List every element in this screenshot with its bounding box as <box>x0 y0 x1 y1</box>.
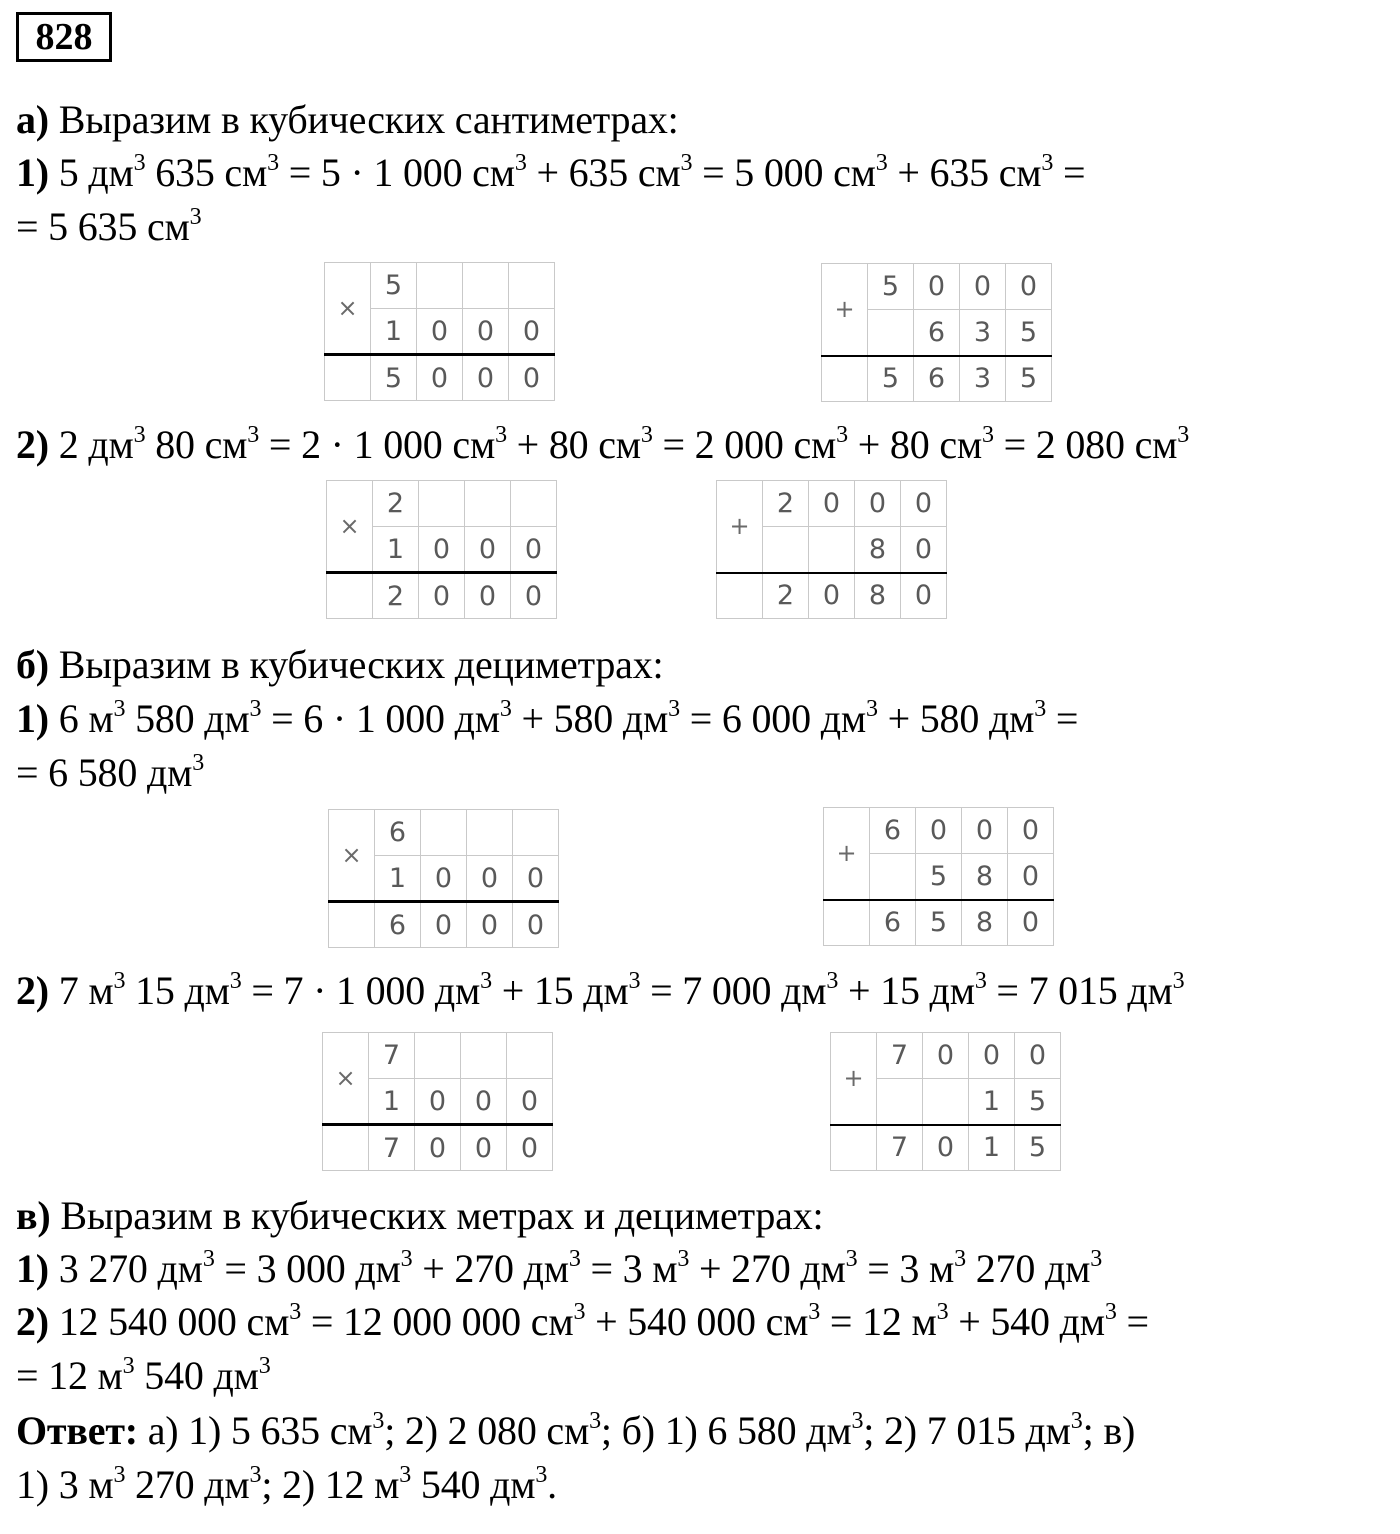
digit-cell <box>465 481 511 527</box>
calc-row <box>717 573 947 619</box>
section-b-text: Выразим в кубических дециметрах: <box>58 642 664 687</box>
digit-cell: 0 <box>467 902 513 948</box>
digit-cell: 5 <box>1006 310 1052 356</box>
b1-label: 1) <box>16 696 49 741</box>
a1-equation-line1 <box>16 150 1085 196</box>
digit-cell: 3 <box>960 356 1006 402</box>
digit-cell: 0 <box>511 527 557 573</box>
digit-cell: 0 <box>1015 1033 1061 1079</box>
calc-empty-cell <box>717 573 763 619</box>
digit-cell: 0 <box>461 1125 507 1171</box>
section-b-header <box>16 642 663 688</box>
digit-cell: 0 <box>901 573 947 619</box>
calc-row <box>831 1125 1061 1171</box>
operator-sign: × <box>323 1033 369 1125</box>
digit-cell: 1 <box>373 527 419 573</box>
digit-cell <box>513 810 559 856</box>
calc-empty-cell <box>327 573 373 619</box>
digit-cell <box>809 527 855 573</box>
digit-cell: 2 <box>763 573 809 619</box>
operator-sign: + <box>822 264 868 356</box>
digit-cell: 0 <box>463 309 509 355</box>
digit-cell: 7 <box>877 1033 923 1079</box>
digit-cell: 1 <box>969 1079 1015 1125</box>
operator-sign: + <box>831 1033 877 1125</box>
digit-cell: 5 <box>868 356 914 402</box>
digit-cell: 0 <box>855 481 901 527</box>
digit-cell: 1 <box>375 856 421 902</box>
calc-row <box>824 900 1054 946</box>
a2-equation-line <box>16 422 1189 468</box>
digit-cell: 0 <box>421 856 467 902</box>
a1-label: 1) <box>16 150 49 195</box>
digit-cell: 8 <box>962 900 1008 946</box>
digit-cell: 0 <box>513 856 559 902</box>
operator-sign: × <box>327 481 373 573</box>
digit-cell: 0 <box>415 1125 461 1171</box>
digit-cell: 0 <box>509 355 555 401</box>
answer-text-part1: а) 1) 5 635 $см^3$; 2) 2 080 $см^3$; б) 1) 6 580 $дм^3$; 2) 7 015 $дм^3$; в) <box>147 1408 1136 1453</box>
digit-cell: 0 <box>415 1079 461 1125</box>
calc-empty-cell <box>329 902 375 948</box>
digit-cell: 1 <box>969 1125 1015 1171</box>
digit-cell: 5 <box>916 900 962 946</box>
calc-row <box>329 810 559 856</box>
section-a-label: а) <box>16 97 49 142</box>
b2-addition-table <box>830 1032 1061 1171</box>
digit-cell <box>507 1033 553 1079</box>
section-c-label: в) <box>16 1193 51 1238</box>
section-a-header <box>16 97 679 143</box>
a2-multiplication-table <box>326 480 557 619</box>
a1-addition-table <box>821 263 1052 402</box>
c1-expression: 3 270 $дм^3 = 3$ 000 $дм^3 + 270$ $дм^3 = 3$ $м^3 + 270$ $дм^3 = 3$ $м^3$ 270 $дм^3$ <box>58 1246 1103 1291</box>
digit-cell: 0 <box>969 1033 1015 1079</box>
a1-result: = 5 635 $см^3$ <box>16 204 202 249</box>
a2-label: 2) <box>16 422 49 467</box>
digit-cell: 0 <box>809 573 855 619</box>
digit-cell: 5 <box>1015 1125 1061 1171</box>
answer-line2 <box>16 1462 557 1508</box>
digit-cell: 6 <box>375 810 421 856</box>
digit-cell: 0 <box>960 264 1006 310</box>
calc-row <box>717 481 947 527</box>
digit-cell <box>511 481 557 527</box>
calc-row <box>822 356 1052 402</box>
b1-result: = 6 580 $дм^3$ <box>16 750 205 795</box>
calc-empty-cell <box>325 355 371 401</box>
digit-cell <box>868 310 914 356</box>
a2-addition-table <box>716 480 947 619</box>
digit-cell: 2 <box>373 481 419 527</box>
section-b-label: б) <box>16 642 49 687</box>
operator-sign: + <box>717 481 763 573</box>
digit-cell: 0 <box>1008 900 1054 946</box>
digit-cell: 0 <box>465 527 511 573</box>
digit-cell: 5 <box>868 264 914 310</box>
b2-expression: 7 $м^3$ 15 $дм^3 = 7 \cdot 1$ 000 $дм^3 + 15$ $дм^3 = 7$ 000 $дм^3 + 15$ $дм^3 = 7$ 015 $дм^3$ <box>58 968 1185 1013</box>
calc-row <box>831 1033 1061 1079</box>
digit-cell: 6 <box>870 900 916 946</box>
digit-cell: 0 <box>507 1125 553 1171</box>
digit-cell: 0 <box>509 309 555 355</box>
digit-cell: 0 <box>1008 854 1054 900</box>
digit-cell: 0 <box>419 527 465 573</box>
operator-sign: + <box>824 808 870 900</box>
digit-cell <box>421 810 467 856</box>
digit-cell <box>463 263 509 309</box>
problem-number: 828 <box>16 12 112 62</box>
digit-cell: 0 <box>916 808 962 854</box>
digit-cell: 0 <box>417 355 463 401</box>
digit-cell: 8 <box>855 527 901 573</box>
b1-addition-table <box>823 807 1054 946</box>
digit-cell: 6 <box>914 310 960 356</box>
digit-cell: 0 <box>419 573 465 619</box>
digit-cell: 6 <box>914 356 960 402</box>
c1-equation-line <box>16 1246 1102 1292</box>
digit-cell: 0 <box>461 1079 507 1125</box>
c2-label: 2) <box>16 1299 49 1344</box>
digit-cell: 2 <box>373 573 419 619</box>
calc-row <box>327 573 557 619</box>
calc-row <box>325 263 555 309</box>
calc-empty-cell <box>831 1125 877 1171</box>
digit-cell: 0 <box>901 481 947 527</box>
digit-cell <box>415 1033 461 1079</box>
digit-cell: 5 <box>1015 1079 1061 1125</box>
digit-cell: 0 <box>467 856 513 902</box>
calc-empty-cell <box>323 1125 369 1171</box>
digit-cell <box>461 1033 507 1079</box>
digit-cell <box>467 810 513 856</box>
digit-cell <box>419 481 465 527</box>
digit-cell: 0 <box>465 573 511 619</box>
calc-row <box>323 1125 553 1171</box>
operator-sign: × <box>329 810 375 902</box>
calc-row <box>329 902 559 948</box>
operator-sign: × <box>325 263 371 355</box>
digit-cell: 6 <box>375 902 421 948</box>
digit-cell: 1 <box>371 309 417 355</box>
digit-cell: 0 <box>923 1033 969 1079</box>
answer-text-part2: 1) 3 $м^3$ 270 $дм^3$; 2) 12 $м^3$ 540 $дм^3$. <box>16 1462 557 1507</box>
digit-cell: 5 <box>371 355 417 401</box>
digit-cell: 0 <box>417 309 463 355</box>
a1-expression: 5 $дм^3$ 635 $см^3 = 5 \cdot 1$ 000 $см^3 + 635$ $см^3 = 5$ 000 $см^3 + 635$ $см^3$ = <box>58 150 1086 195</box>
digit-cell <box>509 263 555 309</box>
digit-cell: 8 <box>855 573 901 619</box>
digit-cell: 0 <box>1006 264 1052 310</box>
c1-label: 1) <box>16 1246 49 1291</box>
digit-cell: 0 <box>421 902 467 948</box>
digit-cell: 7 <box>877 1125 923 1171</box>
digit-cell: 0 <box>914 264 960 310</box>
c2-equation-line1 <box>16 1299 1149 1345</box>
digit-cell: 0 <box>507 1079 553 1125</box>
calc-row <box>325 355 555 401</box>
b1-multiplication-table <box>328 809 559 948</box>
section-c-header <box>16 1193 823 1239</box>
digit-cell: 5 <box>916 854 962 900</box>
digit-cell: 5 <box>1006 356 1052 402</box>
digit-cell: 3 <box>960 310 1006 356</box>
digit-cell: 5 <box>371 263 417 309</box>
digit-cell <box>877 1079 923 1125</box>
answer-line1 <box>16 1408 1135 1454</box>
digit-cell: 6 <box>870 808 916 854</box>
b2-label: 2) <box>16 968 49 1013</box>
digit-cell: 1 <box>369 1079 415 1125</box>
c2-equation-line2 <box>16 1353 271 1399</box>
c2-result: = 12 $м^3$ 540 $дм^3$ <box>16 1353 271 1398</box>
calc-row <box>822 264 1052 310</box>
calc-row <box>323 1033 553 1079</box>
section-c-text: Выразим в кубических метрах и дециметрах: <box>60 1193 824 1238</box>
digit-cell: 0 <box>513 902 559 948</box>
a1-multiplication-table <box>324 262 555 401</box>
calc-empty-cell <box>824 900 870 946</box>
digit-cell: 0 <box>901 527 947 573</box>
section-a-text: Выразим в кубических сантиметрах: <box>58 97 679 142</box>
b2-equation-line <box>16 968 1184 1014</box>
b1-expression: 6 $м^3$ 580 $дм^3 = 6 \cdot 1$ 000 $дм^3 + 580$ $дм^3 = 6$ 000 $дм^3 + 580$ $дм^3$ = <box>58 696 1079 741</box>
digit-cell: 0 <box>1008 808 1054 854</box>
digit-cell <box>763 527 809 573</box>
calc-row <box>824 808 1054 854</box>
calc-row <box>327 481 557 527</box>
a2-expression: 2 $дм^3$ 80 $см^3 = 2 \cdot 1$ 000 $см^3 + 80$ $см^3 = 2$ 000 $см^3 + 80$ $см^3 = 2$ 080 $см^3$ <box>58 422 1190 467</box>
digit-cell <box>870 854 916 900</box>
answer-label: Ответ: <box>16 1408 138 1453</box>
digit-cell: 0 <box>923 1125 969 1171</box>
calc-empty-cell <box>822 356 868 402</box>
digit-cell: 8 <box>962 854 1008 900</box>
a1-equation-line2 <box>16 204 201 250</box>
digit-cell <box>417 263 463 309</box>
digit-cell: 0 <box>511 573 557 619</box>
digit-cell: 0 <box>962 808 1008 854</box>
b1-equation-line1 <box>16 696 1078 742</box>
digit-cell: 7 <box>369 1033 415 1079</box>
digit-cell <box>923 1079 969 1125</box>
digit-cell: 0 <box>463 355 509 401</box>
digit-cell: 2 <box>763 481 809 527</box>
digit-cell: 7 <box>369 1125 415 1171</box>
c2-expression: 12 540 000 $см^3 = 12$ 000 000 $см^3 + 540$ 000 $см^3 = 12$ $м^3 + 540$ $дм^3$ = <box>58 1299 1149 1344</box>
b2-multiplication-table <box>322 1032 553 1171</box>
digit-cell: 0 <box>809 481 855 527</box>
b1-equation-line2 <box>16 750 204 796</box>
